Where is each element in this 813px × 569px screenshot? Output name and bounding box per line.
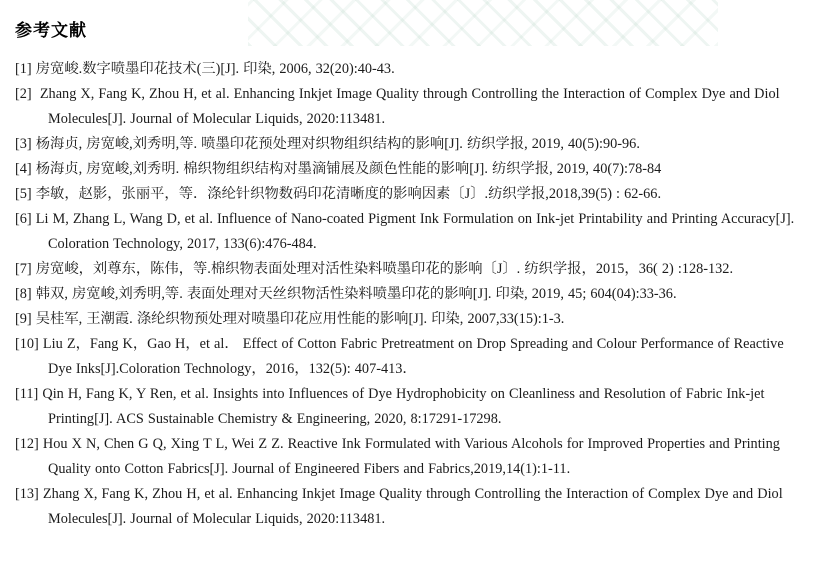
page-title: 参考文献 <box>15 21 87 40</box>
reference-number: [3] <box>15 136 32 152</box>
reference-number: [2] <box>15 86 32 102</box>
reference-text: Li M, Zhang L, Wang D, et al. Influence of Nano-coated Pigment Ink Formulation on Ink-jet Printability and Printing Accuracy[J]. Coloration Technology, 2017, 133(6):476-484. <box>35 211 795 252</box>
reference-number: [10] <box>15 336 39 352</box>
reference-text: Zhang X, Fang K, Zhou H, et al. Enhancing Inkjet Image Quality through Controlling the Interaction of Complex Dye and Diol Molecules[J]. Journal of Molecular Liquids, 2020:113481. <box>42 486 783 527</box>
reference-item <box>15 82 805 132</box>
reference-text: Qin H, Fang K, Y Ren, et al. Insights into Influences of Dye Hydrophobicity on Cleanliness and Resolution of Fabric Ink-jet Printing[J]. ACS Sustainable Chemistry & Engineering, 2020, 8:17291-17298. <box>42 386 765 427</box>
reference-text: 李敏，赵影，张丽平，等．涤纶针织物数码印花清晰度的影响因素〔J〕.纺织学报,2018,39(5) : 62-66. <box>35 186 662 202</box>
reference-item <box>15 332 805 382</box>
reference-text: 房宽峻，刘尊东，陈伟，等.棉织物表面处理对活性染料喷墨印花的影响〔J〕. 纺织学报，2015，36( 2) :128-132. <box>35 261 734 277</box>
reference-item <box>15 182 805 207</box>
reference-text: 杨海贞, 房宽峻,刘秀明,等. 喷墨印花预处理对织物组织结构的影响[J]. 纺织学报, 2019, 40(5):90-96. <box>35 136 640 152</box>
reference-text: Liu Z，Fang K，Gao H，et al． Effect of Cotton Fabric Pretreatment on Drop Spreading and Colour Performance of Reactive Dye Inks[J].Coloration Technology，2016，132(5): 407-413． <box>42 336 784 377</box>
reference-number: [9] <box>15 311 32 327</box>
reference-item <box>15 382 805 432</box>
reference-item <box>15 207 805 257</box>
reference-text: 杨海贞, 房宽峻,刘秀明. 棉织物组织结构对墨滴铺展及颜色性能的影响[J]. 纺织学报, 2019, 40(7):78-84 <box>35 161 662 177</box>
reference-text: 吴桂军, 王潮霞. 涤纶织物预处理对喷墨印花应用性能的影响[J]. 印染, 2007,33(15):1-3. <box>35 311 565 327</box>
reference-number: [1] <box>15 61 32 77</box>
reference-item <box>15 307 805 332</box>
reference-list <box>15 57 805 532</box>
reference-number: [4] <box>15 161 32 177</box>
reference-item <box>15 157 805 182</box>
reference-item <box>15 432 805 482</box>
reference-number: [7] <box>15 261 32 277</box>
reference-item <box>15 57 805 82</box>
reference-text: Zhang X, Fang K, Zhou H, et al. Enhancing Inkjet Image Quality through Controlling the Interaction of Complex Dye and Diol Molecules[J]. Journal of Molecular Liquids, 2020:113481. <box>35 86 780 127</box>
reference-item <box>15 257 805 282</box>
reference-text: 韩双, 房宽峻,刘秀明,等. 表面处理对天丝织物活性染料喷墨印花的影响[J]. 印染, 2019, 45; 604(04):33-36. <box>35 286 677 302</box>
reference-text: Hou X N, Chen G Q, Xing T L, Wei Z Z. Reactive Ink Formulated with Various Alcohols for Improved Properties and Printing Quality onto Cotton Fabrics[J]. Journal of Engineered Fibers and Fabrics,2019,14(1):1-11. <box>42 436 780 477</box>
reference-item <box>15 482 805 532</box>
reference-number: [12] <box>15 436 39 452</box>
reference-number: [5] <box>15 186 32 202</box>
reference-number: [8] <box>15 286 32 302</box>
reference-number: [6] <box>15 211 32 227</box>
references-page <box>15 16 805 532</box>
reference-number: [13] <box>15 486 39 502</box>
reference-item <box>15 132 805 157</box>
reference-text: 房宽峻.数字喷墨印花技术(三)[J]. 印染, 2006, 32(20):40-43. <box>35 61 395 77</box>
reference-item <box>15 282 805 307</box>
reference-number: [11] <box>15 386 39 402</box>
